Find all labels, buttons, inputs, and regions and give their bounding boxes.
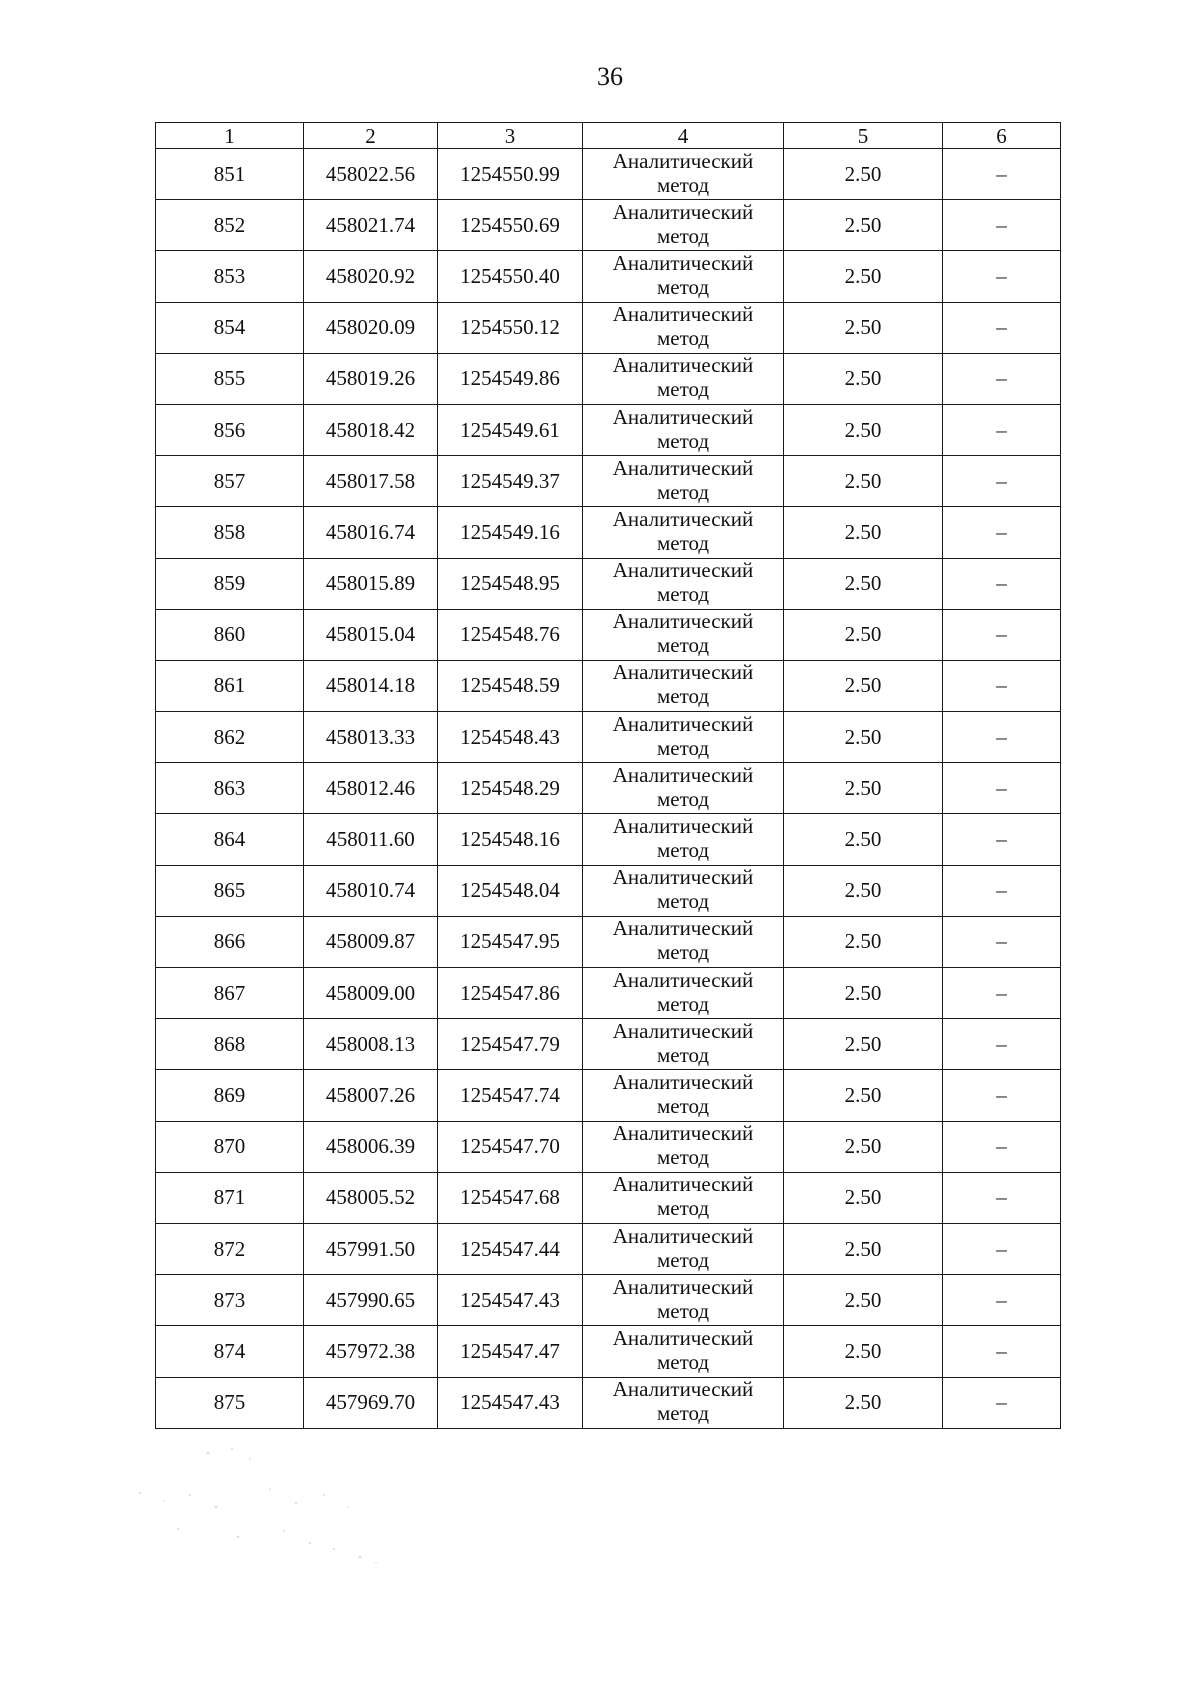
y-coordinate-cell: 1254548.16 [438,814,583,865]
method-cell [583,916,784,967]
y-coordinate-cell: 1254547.43 [438,1377,583,1428]
table-row [156,1326,1061,1377]
accuracy-cell: 2.50 [784,916,943,967]
x-coordinate-cell: 458014.18 [304,660,438,711]
y-coordinate-cell: 1254549.61 [438,404,583,455]
note-cell: – [943,712,1061,763]
point-number-cell: 875 [156,1377,304,1428]
method-text: Аналитический метод [612,814,754,863]
table-row [156,865,1061,916]
table-row [156,763,1061,814]
coordinates-table [155,122,1061,1429]
note-cell: – [943,609,1061,660]
table-row [156,916,1061,967]
method-cell [583,1121,784,1172]
note-cell: – [943,1070,1061,1121]
table-row [156,1121,1061,1172]
method-cell [583,353,784,404]
method-cell [583,507,784,558]
method-text: Аналитический метод [612,1325,754,1374]
method-cell [583,1223,784,1274]
x-coordinate-cell: 458019.26 [304,353,438,404]
table-row [156,353,1061,404]
note-cell: – [943,1377,1061,1428]
point-number-cell: 868 [156,1019,304,1070]
method-cell [583,763,784,814]
column-header-2: 2 [304,123,438,149]
method-text: Аналитический метод [612,1377,754,1426]
column-header-1: 1 [156,123,304,149]
point-number-cell: 871 [156,1172,304,1223]
accuracy-cell: 2.50 [784,763,943,814]
point-number-cell: 873 [156,1275,304,1326]
method-text: Аналитический метод [612,1223,754,1272]
accuracy-cell: 2.50 [784,1377,943,1428]
accuracy-cell: 2.50 [784,712,943,763]
y-coordinate-cell: 1254548.76 [438,609,583,660]
method-cell [583,404,784,455]
accuracy-cell: 2.50 [784,1223,943,1274]
y-coordinate-cell: 1254548.04 [438,865,583,916]
table-row [156,712,1061,763]
method-text: Аналитический метод [612,1172,754,1221]
note-cell: – [943,200,1061,251]
accuracy-cell: 2.50 [784,353,943,404]
method-text: Аналитический метод [612,1069,754,1118]
table-row [156,1275,1061,1326]
accuracy-cell: 2.50 [784,660,943,711]
y-coordinate-cell: 1254547.47 [438,1326,583,1377]
method-text: Аналитический метод [612,762,754,811]
table-row [156,609,1061,660]
method-cell [583,609,784,660]
method-text: Аналитический метод [612,302,754,351]
y-coordinate-cell: 1254547.70 [438,1121,583,1172]
note-cell: – [943,251,1061,302]
method-cell [583,149,784,200]
y-coordinate-cell: 1254550.12 [438,302,583,353]
note-cell: – [943,916,1061,967]
point-number-cell: 852 [156,200,304,251]
table-row [156,507,1061,558]
x-coordinate-cell: 458018.42 [304,404,438,455]
table-header [156,123,1061,149]
x-coordinate-cell: 458006.39 [304,1121,438,1172]
x-coordinate-cell: 458011.60 [304,814,438,865]
note-cell: – [943,404,1061,455]
y-coordinate-cell: 1254548.43 [438,712,583,763]
y-coordinate-cell: 1254548.29 [438,763,583,814]
accuracy-cell: 2.50 [784,1326,943,1377]
point-number-cell: 863 [156,763,304,814]
note-cell: – [943,149,1061,200]
method-text: Аналитический метод [612,1018,754,1067]
y-coordinate-cell: 1254547.86 [438,968,583,1019]
point-number-cell: 867 [156,968,304,1019]
x-coordinate-cell: 458007.26 [304,1070,438,1121]
point-number-cell: 864 [156,814,304,865]
table-row [156,1070,1061,1121]
note-cell: – [943,302,1061,353]
table-row [156,660,1061,711]
note-cell: – [943,1326,1061,1377]
point-number-cell: 858 [156,507,304,558]
x-coordinate-cell: 458017.58 [304,456,438,507]
method-text: Аналитический метод [612,865,754,914]
accuracy-cell: 2.50 [784,404,943,455]
accuracy-cell: 2.50 [784,968,943,1019]
accuracy-cell: 2.50 [784,507,943,558]
accuracy-cell: 2.50 [784,200,943,251]
column-header-3: 3 [438,123,583,149]
method-text: Аналитический метод [612,353,754,402]
note-cell: – [943,1019,1061,1070]
table-row [156,1377,1061,1428]
note-cell: – [943,1223,1061,1274]
note-cell: – [943,1275,1061,1326]
method-text: Аналитический метод [612,404,754,453]
y-coordinate-cell: 1254549.86 [438,353,583,404]
note-cell: – [943,1172,1061,1223]
note-cell: – [943,763,1061,814]
note-cell: – [943,865,1061,916]
method-text: Аналитический метод [612,1274,754,1323]
method-cell [583,1172,784,1223]
point-number-cell: 874 [156,1326,304,1377]
table-row [156,149,1061,200]
method-text: Аналитический метод [612,148,754,197]
x-coordinate-cell: 458013.33 [304,712,438,763]
accuracy-cell: 2.50 [784,1121,943,1172]
point-number-cell: 859 [156,558,304,609]
y-coordinate-cell: 1254548.95 [438,558,583,609]
x-coordinate-cell: 457969.70 [304,1377,438,1428]
method-text: Аналитический метод [612,199,754,248]
point-number-cell: 851 [156,149,304,200]
x-coordinate-cell: 458021.74 [304,200,438,251]
x-coordinate-cell: 458009.00 [304,968,438,1019]
method-text: Аналитический метод [612,711,754,760]
method-cell [583,1377,784,1428]
method-cell [583,712,784,763]
point-number-cell: 861 [156,660,304,711]
note-cell: – [943,968,1061,1019]
table-row [156,302,1061,353]
method-cell [583,1275,784,1326]
note-cell: – [943,353,1061,404]
accuracy-cell: 2.50 [784,456,943,507]
x-coordinate-cell: 457991.50 [304,1223,438,1274]
method-cell [583,865,784,916]
table-header-row [156,123,1061,149]
x-coordinate-cell: 458020.92 [304,251,438,302]
point-number-cell: 870 [156,1121,304,1172]
point-number-cell: 862 [156,712,304,763]
note-cell: – [943,660,1061,711]
x-coordinate-cell: 458010.74 [304,865,438,916]
accuracy-cell: 2.50 [784,609,943,660]
point-number-cell: 869 [156,1070,304,1121]
method-cell [583,302,784,353]
y-coordinate-cell: 1254548.59 [438,660,583,711]
accuracy-cell: 2.50 [784,814,943,865]
x-coordinate-cell: 458020.09 [304,302,438,353]
y-coordinate-cell: 1254549.16 [438,507,583,558]
x-coordinate-cell: 458015.04 [304,609,438,660]
table-row [156,814,1061,865]
method-text: Аналитический метод [612,609,754,658]
method-cell [583,660,784,711]
y-coordinate-cell: 1254550.40 [438,251,583,302]
y-coordinate-cell: 1254550.99 [438,149,583,200]
point-number-cell: 855 [156,353,304,404]
column-header-5: 5 [784,123,943,149]
x-coordinate-cell: 457972.38 [304,1326,438,1377]
x-coordinate-cell: 458015.89 [304,558,438,609]
accuracy-cell: 2.50 [784,865,943,916]
method-text: Аналитический метод [612,967,754,1016]
accuracy-cell: 2.50 [784,1070,943,1121]
y-coordinate-cell: 1254549.37 [438,456,583,507]
method-text: Аналитический метод [612,455,754,504]
note-cell: – [943,507,1061,558]
scan-noise [120,1445,400,1575]
accuracy-cell: 2.50 [784,251,943,302]
table-row [156,1172,1061,1223]
method-cell [583,456,784,507]
y-coordinate-cell: 1254547.68 [438,1172,583,1223]
point-number-cell: 856 [156,404,304,455]
method-text: Аналитический метод [612,916,754,965]
method-text: Аналитический метод [612,1121,754,1170]
x-coordinate-cell: 458012.46 [304,763,438,814]
x-coordinate-cell: 457990.65 [304,1275,438,1326]
method-cell [583,968,784,1019]
table-row [156,558,1061,609]
point-number-cell: 854 [156,302,304,353]
point-number-cell: 860 [156,609,304,660]
accuracy-cell: 2.50 [784,149,943,200]
accuracy-cell: 2.50 [784,1172,943,1223]
note-cell: – [943,558,1061,609]
table-row [156,200,1061,251]
y-coordinate-cell: 1254550.69 [438,200,583,251]
method-text: Аналитический метод [612,506,754,555]
point-number-cell: 857 [156,456,304,507]
page-number: 36 [597,62,623,91]
table-row [156,404,1061,455]
method-cell [583,1070,784,1121]
accuracy-cell: 2.50 [784,1019,943,1070]
table-row [156,968,1061,1019]
x-coordinate-cell: 458005.52 [304,1172,438,1223]
y-coordinate-cell: 1254547.79 [438,1019,583,1070]
table-row [156,456,1061,507]
column-header-4: 4 [583,123,784,149]
accuracy-cell: 2.50 [784,558,943,609]
y-coordinate-cell: 1254547.74 [438,1070,583,1121]
table-row [156,1019,1061,1070]
accuracy-cell: 2.50 [784,1275,943,1326]
x-coordinate-cell: 458009.87 [304,916,438,967]
table-row [156,251,1061,302]
point-number-cell: 865 [156,865,304,916]
method-cell [583,1019,784,1070]
y-coordinate-cell: 1254547.44 [438,1223,583,1274]
note-cell: – [943,814,1061,865]
method-cell [583,200,784,251]
x-coordinate-cell: 458008.13 [304,1019,438,1070]
y-coordinate-cell: 1254547.95 [438,916,583,967]
table-body [156,149,1061,1429]
table-row [156,1223,1061,1274]
point-number-cell: 866 [156,916,304,967]
method-cell [583,814,784,865]
method-text: Аналитический метод [612,250,754,299]
x-coordinate-cell: 458016.74 [304,507,438,558]
method-cell [583,558,784,609]
note-cell: – [943,456,1061,507]
x-coordinate-cell: 458022.56 [304,149,438,200]
column-header-6: 6 [943,123,1061,149]
note-cell: – [943,1121,1061,1172]
y-coordinate-cell: 1254547.43 [438,1275,583,1326]
point-number-cell: 872 [156,1223,304,1274]
method-text: Аналитический метод [612,558,754,607]
method-cell [583,1326,784,1377]
point-number-cell: 853 [156,251,304,302]
accuracy-cell: 2.50 [784,302,943,353]
method-cell [583,251,784,302]
method-text: Аналитический метод [612,660,754,709]
